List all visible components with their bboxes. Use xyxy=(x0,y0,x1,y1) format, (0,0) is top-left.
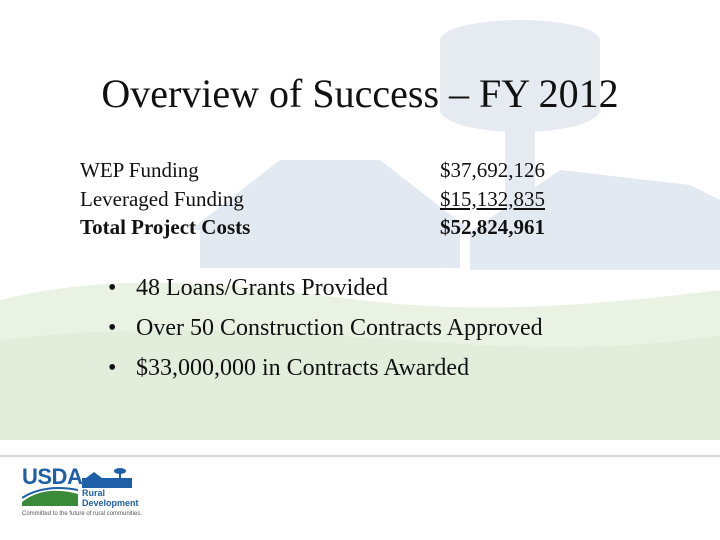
funding-label: WEP Funding xyxy=(80,158,199,182)
usda-logo-icon: USDA xyxy=(22,464,83,489)
funding-value: $37,692,126 xyxy=(440,158,545,182)
success-bullet-list xyxy=(108,268,543,388)
bullet-icon: • xyxy=(108,355,117,381)
bullet-icon: • xyxy=(108,275,117,301)
funding-value: $15,132,835 xyxy=(440,186,545,211)
bullet-icon: • xyxy=(108,315,117,341)
water-tower-icon xyxy=(82,466,132,488)
usda-swoosh-icon xyxy=(22,486,78,506)
funding-label: Total Project Costs xyxy=(80,215,251,239)
list-item xyxy=(108,308,543,348)
bullet-text: Over 50 Construction Contracts Approved xyxy=(136,315,543,341)
slide-title: Overview of Success – FY 2012 xyxy=(101,71,619,116)
list-item xyxy=(108,348,543,388)
funding-value: $52,824,961 xyxy=(440,215,545,239)
footer-divider xyxy=(0,455,720,457)
bullet-text: 48 Loans/Grants Provided xyxy=(136,275,388,301)
logo-tagline: Committed to the future of rural communities. xyxy=(22,511,143,517)
usda-rd-logo xyxy=(22,464,162,524)
funding-label: Leveraged Funding xyxy=(80,186,244,211)
list-item xyxy=(108,268,543,308)
bullet-text: $33,000,000 in Contracts Awarded xyxy=(136,355,470,381)
rural-development-label: Rural Development xyxy=(82,488,139,508)
